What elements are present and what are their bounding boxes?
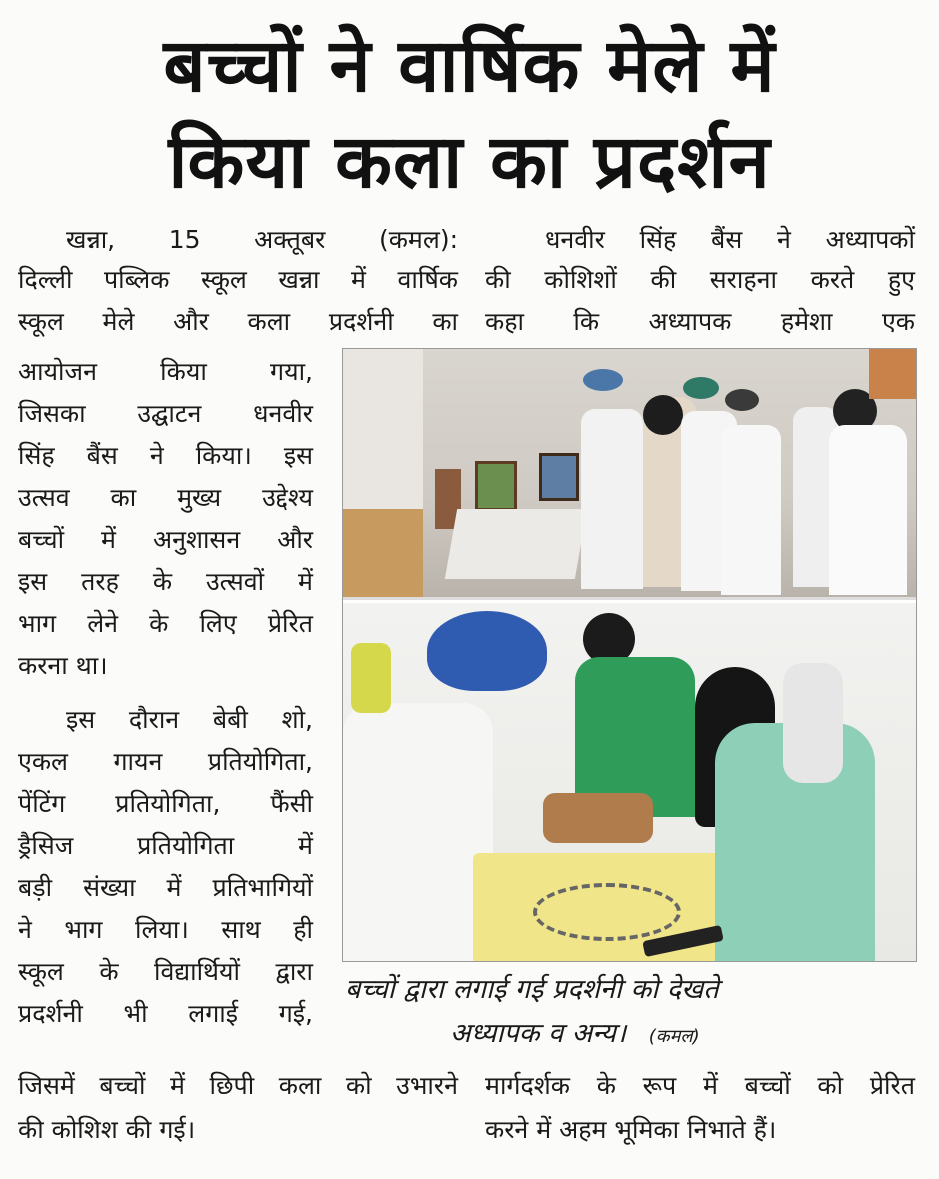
photo-students-at-stall — [343, 600, 916, 962]
headline-line-2: किया कला का प्रदर्शन — [168, 119, 771, 205]
article-line: एकल गायन प्रतियोगिता, — [18, 747, 313, 776]
article-line: धनवीर सिंह बैंस ने अध्यापकों — [545, 225, 915, 254]
dateline: खन्ना, 15 अक्तूबर (कमल): — [66, 225, 458, 254]
article-line: करना था। — [18, 651, 108, 680]
article-line: उत्सव का मुख्य उद्देश्य — [18, 483, 313, 512]
article-line: सिंह बैंस ने किया। इस — [18, 441, 313, 470]
article-line: जिसमें बच्चों में छिपी कला को उभारने — [18, 1071, 458, 1100]
photo-credit: (कमल) — [648, 1026, 700, 1047]
article-line: मार्गदर्शक के रूप में बच्चों को प्रेरित — [485, 1071, 915, 1100]
article-line: स्कूल के विद्यार्थियों द्वारा — [18, 957, 313, 986]
article-line: भाग लेने के लिए प्रेरित — [18, 609, 313, 638]
photo-caption-text: अध्यापक व अन्य। — [450, 1018, 627, 1049]
photo-caption-line-2 — [450, 1014, 700, 1057]
photo-exhibition-visit — [343, 349, 916, 597]
article-line: करने में अहम भूमिका निभाते हैं। — [485, 1115, 777, 1144]
article-line: पेंटिंग प्रतियोगिता, फैंसी — [18, 789, 313, 818]
article-line: जिसका उद्घाटन धनवीर — [18, 399, 313, 428]
article-line: इस दौरान बेबी शो, — [66, 705, 313, 734]
article-line: दिल्ली पब्लिक स्कूल खन्ना में वार्षिक — [18, 265, 458, 294]
article-line: प्रदर्शनी भी लगाई गई, — [18, 999, 313, 1028]
article-line: ने भाग लिया। साथ ही — [18, 915, 313, 944]
article-line: बड़ी संख्या में प्रतिभागियों — [18, 873, 313, 902]
headline-line-1: बच्चों ने वार्षिक मेले में — [163, 23, 776, 109]
article-line: की कोशिशों की सराहना करते हुए — [485, 265, 915, 294]
article-line: आयोजन किया गया, — [18, 357, 313, 386]
article-line: कहा कि अध्यापक हमेशा एक — [485, 307, 915, 336]
article-line: ड्रैसिज प्रतियोगिता में — [18, 831, 313, 860]
photo-block — [342, 348, 917, 962]
article-line: बच्चों में अनुशासन और — [18, 525, 313, 554]
photo-caption-line-1: बच्चों द्वारा लगाई गई प्रदर्शनी को देखते — [345, 974, 719, 1005]
article-line: स्कूल मेले और कला प्रदर्शनी का — [18, 307, 458, 336]
article-line: इस तरह के उत्सवों में — [18, 567, 313, 596]
article-line: की कोशिश की गई। — [18, 1115, 196, 1144]
